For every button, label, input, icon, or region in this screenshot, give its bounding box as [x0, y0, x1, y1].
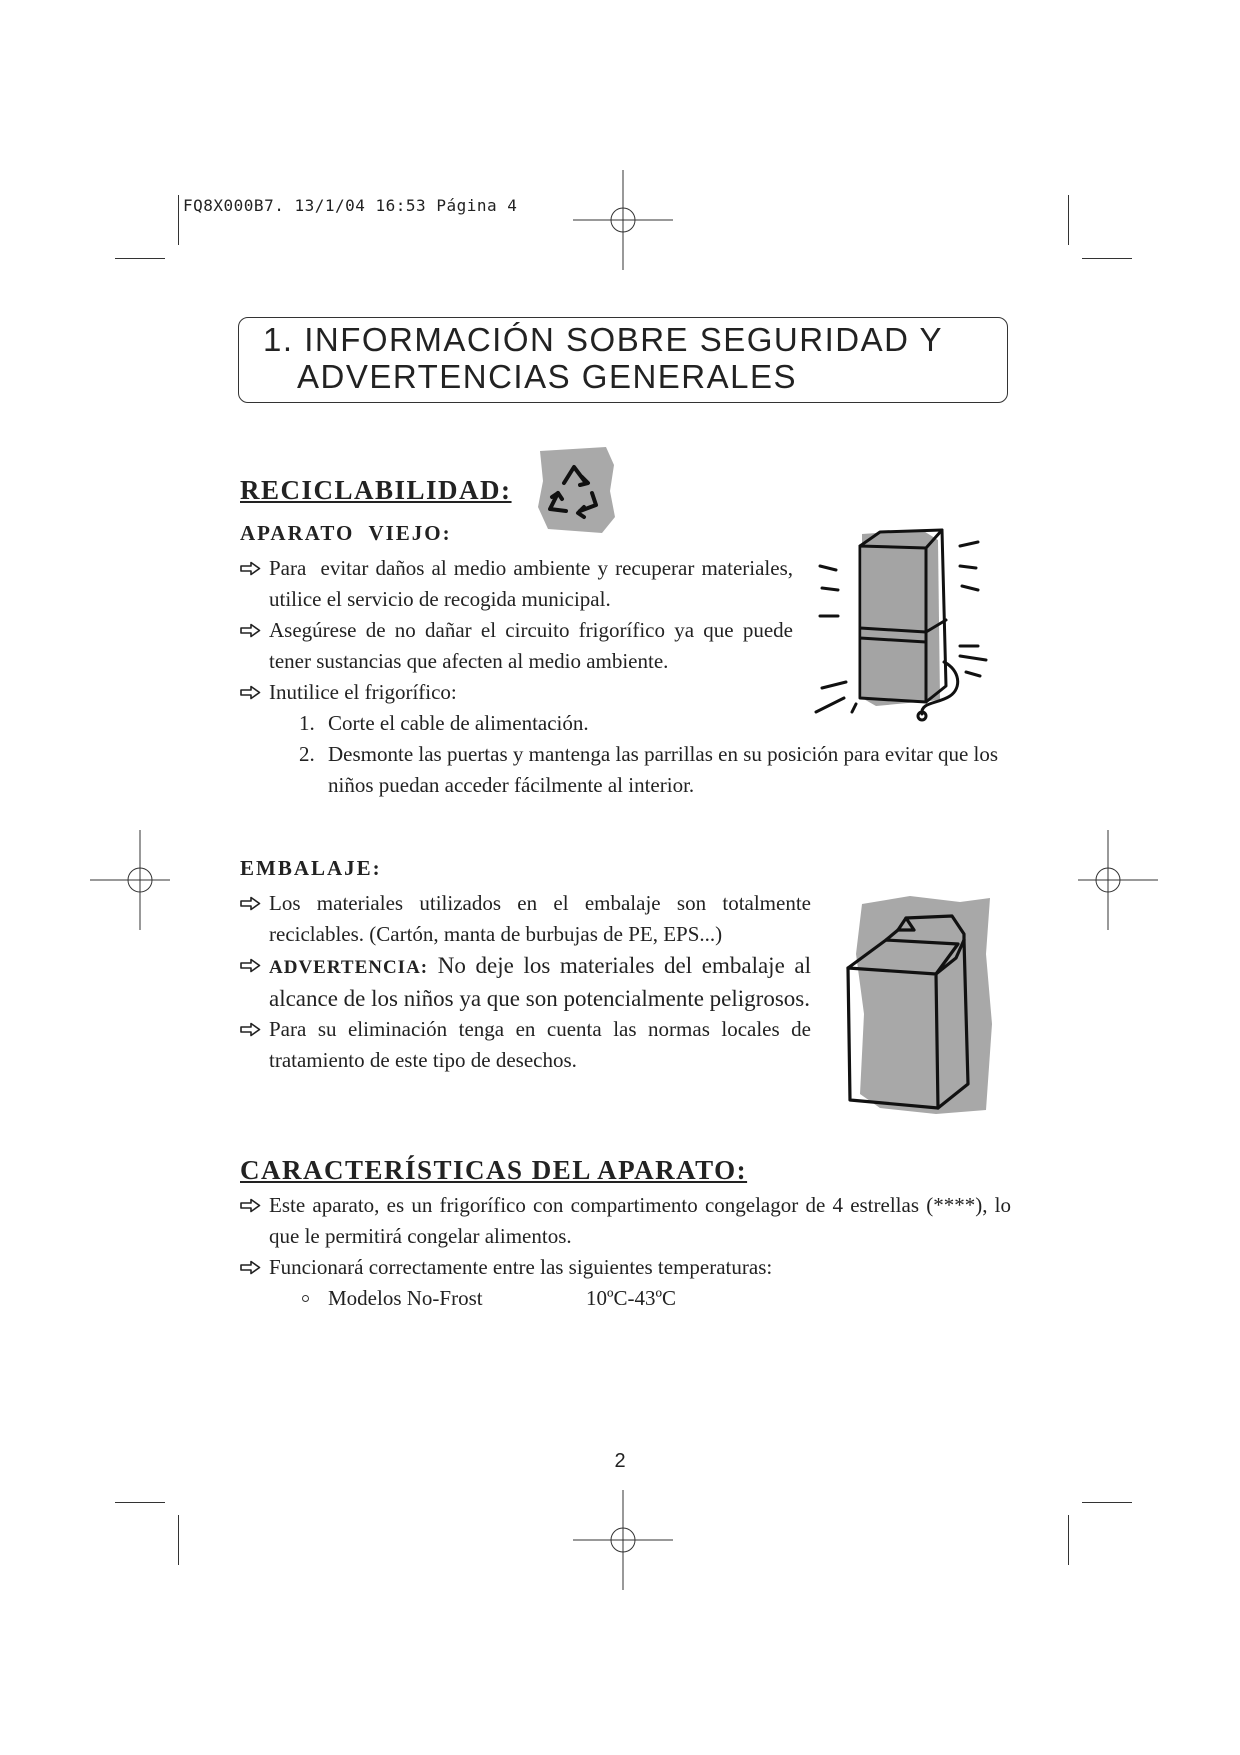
arrow-bullet-icon — [240, 1022, 261, 1037]
arrow-bullet-icon — [240, 561, 261, 576]
arrow-bullet-icon — [240, 685, 261, 700]
crop-mark — [1068, 1515, 1069, 1565]
small-circle-bullet-icon — [302, 1295, 309, 1302]
step-number: 1. — [299, 711, 315, 735]
registration-mark — [90, 830, 190, 930]
crop-mark — [1082, 258, 1132, 259]
registration-mark — [1058, 830, 1158, 930]
list-item — [240, 677, 793, 708]
features-bullets — [240, 1190, 1011, 1283]
list-item-text: Para su eliminación tenga en cuenta las normas locales de tratamiento de este tipo de desechos. — [269, 1017, 811, 1072]
list-item-text: Funcionará correctamente entre las siguientes temperaturas: — [269, 1255, 773, 1279]
old-appliance-subheading: APARATO VIEJO: — [240, 521, 452, 545]
model-label: Modelos No-Frost — [328, 1286, 483, 1310]
list-item — [240, 1190, 1011, 1252]
crop-mark — [178, 195, 179, 245]
model-temperature-range: 10ºC-43ºC — [586, 1286, 677, 1310]
recycle-icon — [536, 447, 616, 533]
page-number: 2 — [614, 1450, 626, 1472]
old-appliance-bullets — [240, 553, 799, 708]
packaging-heading: EMBALAJE: — [240, 856, 382, 880]
registration-mark — [573, 1490, 673, 1590]
section-title-box — [238, 317, 1008, 403]
arrow-bullet-icon — [240, 1198, 261, 1213]
list-item — [240, 553, 799, 615]
temperature-row — [299, 1283, 899, 1314]
list-item — [240, 950, 811, 1014]
section-title-line-1: 1. INFORMACIÓN SOBRE SEGURIDAD Y — [263, 321, 943, 358]
list-item — [299, 739, 1011, 801]
arrow-bullet-icon — [240, 623, 261, 638]
section-title-line-2: ADVERTENCIAS GENERALES — [297, 358, 798, 395]
list-item — [240, 1252, 1011, 1283]
step-number: 2. — [299, 742, 315, 766]
list-item — [240, 1014, 811, 1076]
packaging-bullets — [240, 888, 811, 1076]
list-item-text: Este aparato, es un frigorífico con compartimento congelagor de 4 estrellas (****), lo que le permitirá congelar alimentos. — [269, 1193, 1011, 1248]
crop-mark — [1082, 1502, 1132, 1503]
arrow-bullet-icon — [240, 1260, 261, 1275]
crop-mark — [115, 258, 165, 259]
recyclability-heading: RECICLABILIDAD: — [240, 475, 512, 505]
print-slug: FQ8X000B7. 13/1/04 16:53 Página 4 — [183, 196, 518, 215]
warning-label: ADVERTENCIA: — [269, 957, 429, 978]
crop-mark — [1068, 195, 1069, 245]
list-item-text: Para evitar daños al medio ambiente y recuperar materiales, utilice el servicio de recogida municipal. — [269, 556, 799, 611]
registration-mark — [573, 170, 673, 270]
list-item — [240, 888, 811, 950]
list-item-text: Asegúrese de no dañar el circuito frigorífico ya que puede tener sustancias que afecten al medio ambiente. — [269, 618, 793, 673]
list-item-text: Inutilice el frigorífico: — [269, 680, 457, 704]
list-item-text: Los materiales utilizados en el embalaje son totalmente reciclables. (Cartón, manta de burbujas de PE, EPS...) — [269, 891, 811, 946]
step-text: Desmonte las puertas y mantenga las parrillas en su posición para evitar que los niños puedan acceder fácilmente al interior. — [328, 742, 999, 797]
package-box-illustration — [840, 894, 1000, 1116]
arrow-bullet-icon — [240, 896, 261, 911]
arrow-bullet-icon — [240, 958, 261, 973]
list-item — [240, 615, 793, 677]
fridge-illustration — [810, 528, 1010, 728]
step-text: Corte el cable de alimentación. — [328, 711, 589, 735]
features-heading: CARACTERÍSTICAS DEL APARATO: — [240, 1155, 748, 1185]
warning-text: No deje los materiales del embalaje al alcance de los niños ya que son potencialmente peligrosos. — [269, 953, 812, 1011]
crop-mark — [178, 1515, 179, 1565]
crop-mark — [115, 1502, 165, 1503]
